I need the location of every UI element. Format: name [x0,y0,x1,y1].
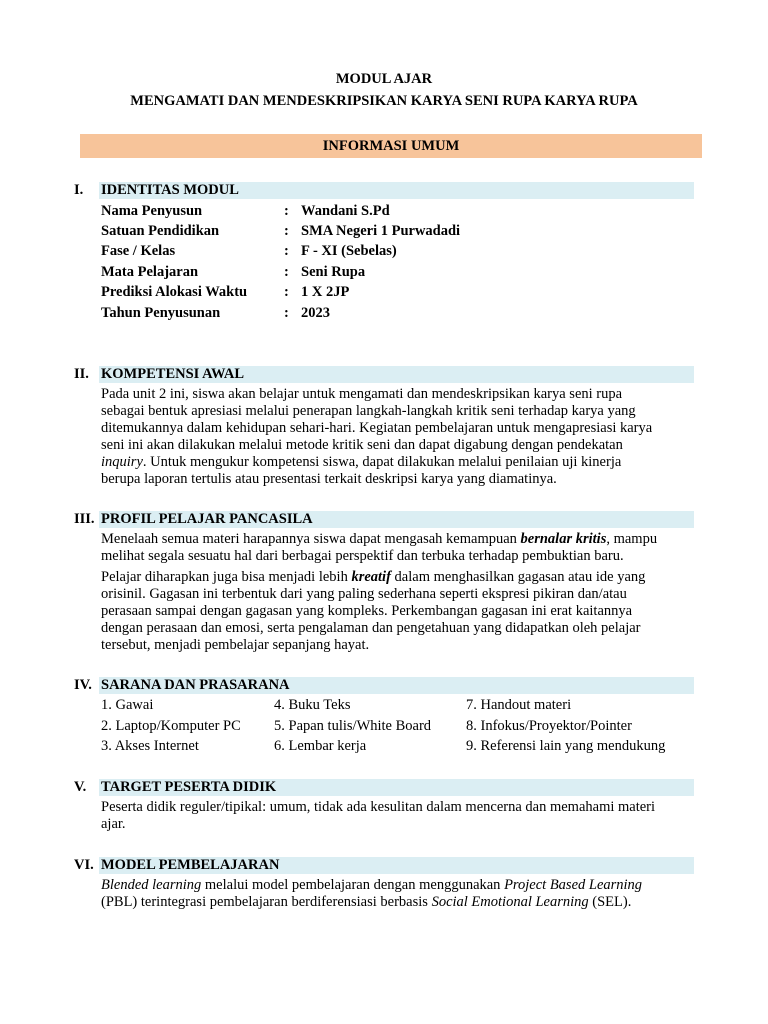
identity-colon: : [284,243,289,259]
facility-item: 2. Laptop/Komputer PC [101,718,241,734]
identity-label: Satuan Pendidikan [101,223,220,239]
text-segment: , mampu [606,531,658,547]
text-line: berupa laporan tertulis atau presentasi terkait deskripsi karya yang diamatinya. [101,471,557,487]
text-line: Pada unit 2 ini, siswa akan belajar untuk mengamati dan mendeskripsikan karya seni rupa [101,386,623,402]
text-line [101,454,697,471]
italic-term: inquiry [101,454,143,470]
module-title: MODUL AJAR [335,71,433,87]
section-model-heading [74,857,694,874]
facility-item: 9. Referensi lain yang mendukung [466,738,666,754]
text-line [101,877,697,894]
text-line: ajar. [101,816,126,832]
section-title: TARGET PESERTA DIDIK [101,779,277,795]
text-segment: dalam menghasilkan gagasan atau ide yang [390,569,646,585]
text-line: orisinil. Gagasan ini terbentuk dari yang paling sederhana seperti ekspresi pikiran dan/atau [101,586,627,602]
text-line: tersebut, menjadi pembelajar sepanjang hayat. [101,637,370,653]
text-line [101,894,697,911]
section-number: III. [74,511,95,527]
section-number: II. [74,366,89,382]
text-segment: (PBL) terintegrasi pembelajaran berdiferensiasi berbasis [101,894,432,910]
identity-label: Prediksi Alokasi Waktu [101,284,248,300]
identity-value: 2023 [301,305,330,321]
italic-term: Blended learning [101,877,202,893]
identity-value: SMA Negeri 1 Purwadadi [301,223,461,239]
identity-value: 1 X 2JP [301,284,350,300]
section-title: PROFIL PELAJAR PANCASILA [101,511,313,527]
text-segment: melalui model pembelajaran dengan menggunakan [201,877,505,893]
bold-italic-term: bernalar kritis [520,531,607,547]
facility-item: 5. Papan tulis/White Board [274,718,432,734]
text-line: perasaan sampai dengan gagasan yang kompleks. Perkembangan gagasan ini erat kaitannya [101,603,633,619]
section-title: IDENTITAS MODUL [101,182,239,198]
section-number: I. [74,182,84,198]
section-sarana-heading [74,677,694,694]
model-paragraph [101,877,697,911]
text-line [101,531,697,548]
identity-value: Seni Rupa [301,264,366,280]
text-line: melihat segala sesuatu hal dari berbagai perspektif dan terbuka terhadap pembuktian baru. [101,548,624,564]
facility-item: 3. Akses Internet [101,738,199,754]
text-line: Peserta didik reguler/tipikal: umum, tidak ada kesulitan dalam mencerna dan memahami materi [101,799,656,815]
section-title: SARANA DAN PRASARANA [101,677,290,693]
text-segment: . Untuk mengukur kompetensi siswa, dapat dilakukan melalui penilaian uji kinerja [142,454,622,470]
italic-term: Project Based Learning [504,877,643,893]
text-segment: Menelaah semua materi harapannya siswa dapat mengasah kemampuan [101,531,521,547]
section-number: V. [74,779,87,795]
identity-label: Mata Pelajaran [101,264,199,280]
text-line: dengan perasaan dan emosi, serta pengalaman dan pengetahuan yang didapatkan oleh pelajar [101,620,641,636]
identity-label: Nama Penyusun [101,203,203,219]
section-number: IV. [74,677,92,693]
identity-label: Tahun Penyusunan [101,305,221,321]
profil-paragraph-2 [101,569,697,654]
text-segment: Pelajar diharapkan juga bisa menjadi lebih [101,569,352,585]
text-segment: (SEL). [588,894,632,910]
module-subtitle: MENGAMATI DAN MENDESKRIPSIKAN KARYA SENI RUPA KARYA RUPA [130,93,638,109]
profil-paragraph-1 [101,531,697,565]
section-profil-heading [74,511,694,528]
facility-item: 6. Lembar kerja [274,738,367,754]
facility-item: 8. Infokus/Proyektor/Pointer [466,718,632,734]
identity-value: F - XI (Sebelas) [301,243,397,259]
text-line: seni ini akan dilakukan melalui metode kritik seni dan dapat digabung dengan pendekatan [101,437,623,453]
identity-colon: : [284,284,289,300]
text-line: sebagai bentuk apresiasi melalui penerapan langkah-langkah kritik seni terhadap karya yang [101,403,636,419]
section-title: KOMPETENSI AWAL [101,366,245,382]
identity-colon: : [284,264,289,280]
section-number: VI. [74,857,94,873]
section-title: MODEL PEMBELAJARAN [101,857,280,873]
facility-item: 7. Handout materi [466,697,572,713]
text-line: ditemukannya dalam kehidupan sehari-hari. Kegiatan pembelajaran untuk mengapresiasi karya [101,420,653,436]
identity-colon: : [284,203,289,219]
section-target-heading [74,779,694,796]
identity-colon: : [284,305,289,321]
target-paragraph [101,799,697,833]
kompetensi-paragraph [101,386,697,488]
facility-item: 4. Buku Teks [274,697,351,713]
section-kompetensi-heading [74,366,694,383]
identity-value: Wandani S.Pd [301,203,390,219]
italic-term: Social Emotional Learning [431,894,589,910]
general-info-banner: INFORMASI UMUM [80,134,702,158]
text-line [101,569,697,586]
identity-colon: : [284,223,289,239]
bold-italic-term: kreatif [351,569,391,585]
identity-label: Fase / Kelas [101,243,176,259]
section-identitas-heading [74,182,694,199]
facility-item: 1. Gawai [101,697,154,713]
